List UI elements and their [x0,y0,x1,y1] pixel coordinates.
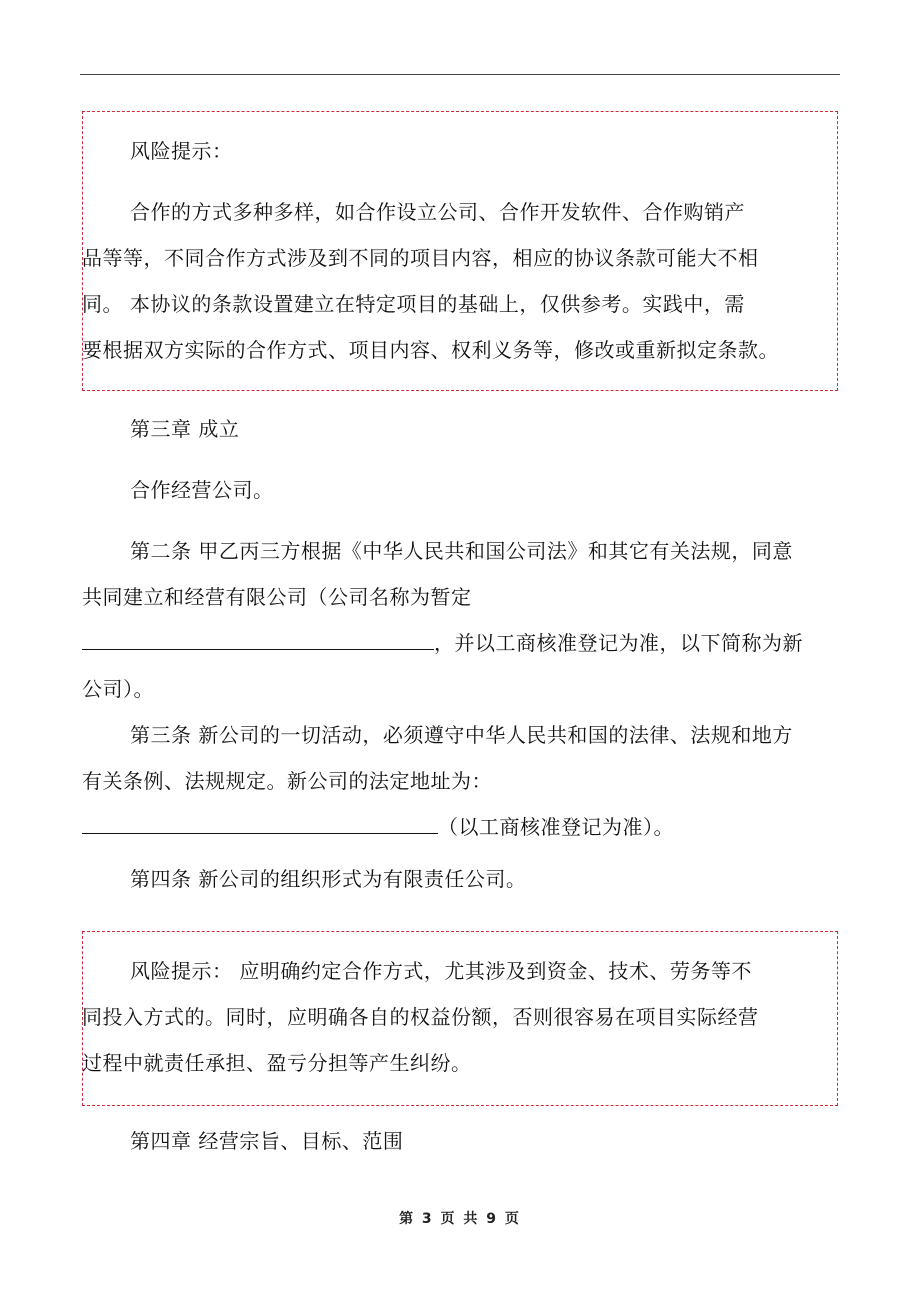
risk-notice-2-line-3: 过程中就责任承担、盈亏分担等产生纠纷。 [82,1051,472,1075]
article-3-line-3 [82,804,838,850]
risk-notice-1-line-2: 品等等，不同合作方式涉及到不同的项目内容，相应的协议条款可能大不相 [82,246,759,270]
page-number-footer [0,1208,920,1228]
article-2 [82,528,838,712]
article-2-line-3-text: ，并以工商核准登记为准，以下简称为新 [434,631,803,655]
risk-notice-1-line-4: 要根据双方实际的合作方式、项目内容、权利义务等，修改或重新拟定条款。 [82,338,779,362]
chapter-3-title: 第三章 成立 [130,417,240,441]
risk-notice-1-line-1: 合作的方式多种多样，如合作设立公司、合作开发软件、合作购销产 [130,200,745,224]
risk-notice-2-line-2: 同投入方式的。同时，应明确各自的权益份额，否则很容易在项目实际经营 [82,1005,759,1029]
article-3 [82,712,838,850]
article-4: 第四条 新公司的组织形式为有限责任公司。 [130,867,527,891]
article-2-line-2: 共同建立和经营有限公司（公司名称为暂定 [82,585,472,609]
risk-notice-box-2 [82,931,838,1106]
chapter-4-title: 第四章 经营宗旨、目标、范围 [130,1129,404,1153]
article-2-line-1: 第二条 甲乙丙三方根据《中华人民共和国公司法》和其它有关法规，同意 [130,539,793,563]
article-3-line-2: 有关条例、法规规定。新公司的法定地址为： [82,769,492,793]
risk-notice-1-line-3: 同。 本协议的条款设置建立在特定项目的基础上，仅供参考。实践中，需 [82,292,745,316]
risk-notice-2-line-1: 风险提示： 应明确约定合作方式，尤其涉及到资金、技术、劳务等不 [130,959,752,983]
risk-notice-1-body [82,189,838,373]
chapter-3-intro: 合作经营公司。 [130,478,274,502]
article-2-line-3 [82,620,838,666]
article-2-line-4: 公司）。 [82,677,154,701]
article-3-line-3-text: （以工商核准登记为准）。 [438,815,674,839]
legal-address-blank[interactable] [82,811,438,834]
page-number-label: 第 3 页 共 9 页 [399,1211,521,1227]
company-name-blank[interactable] [82,627,434,650]
header-rule [80,74,840,75]
article-3-line-1: 第三条 新公司的一切活动，必须遵守中华人民共和国的法律、法规和地方 [130,723,793,747]
risk-notice-1-heading: 风险提示： [130,139,233,163]
